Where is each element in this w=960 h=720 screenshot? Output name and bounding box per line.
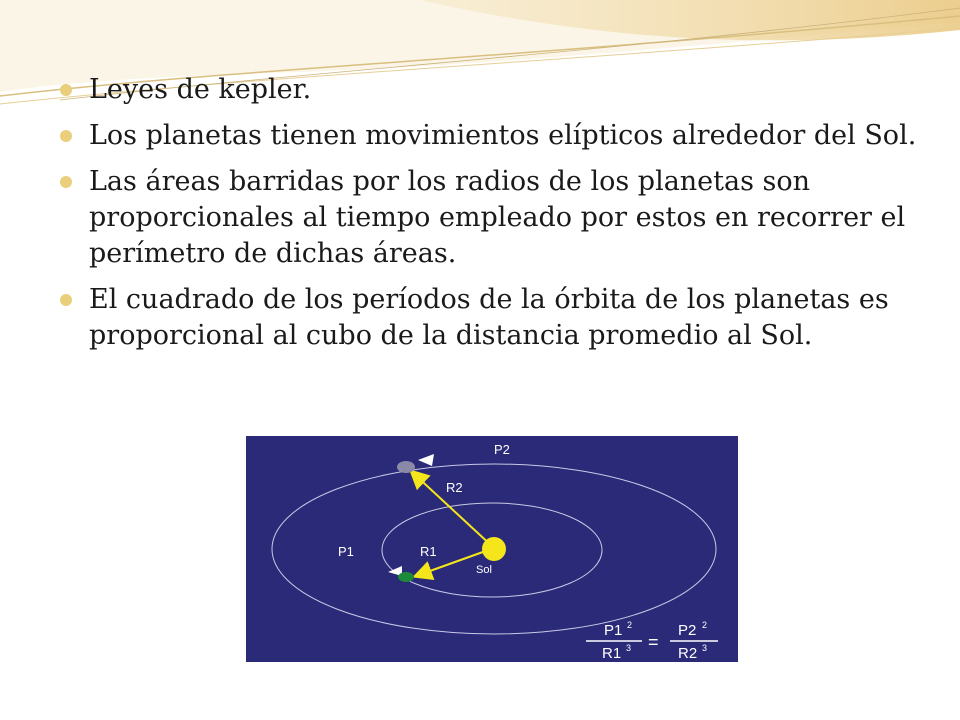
sun [482,537,506,561]
bullet-item [60,164,920,272]
formula-right-numerator-exp: 2 [702,620,708,630]
formula-left-denominator: R1 [602,645,622,662]
bullet-text: El cuadrado de los períodos de la órbita de los planetas es proporcional al cubo de la distancia promedio al Sol. [89,284,889,351]
kepler-third-law-formula [586,620,718,662]
outer-direction-arrow-icon [418,454,434,466]
label-p2: P2 [494,442,510,457]
bullet-dot-icon [60,84,72,96]
label-sun: Sol [476,564,492,576]
formula-left-numerator-exp: 2 [627,620,633,630]
planet-inner [398,572,414,582]
label-p1: P1 [338,544,354,559]
bullet-list [60,72,920,364]
bullet-text: Las áreas barridas por los radios de los planetas son proporcionales al tiempo empleado por estos en recorrer el perímetro de dichas áreas. [89,166,906,269]
label-r1: R1 [420,544,437,559]
planet-outer [397,461,415,473]
bullet-item [60,118,920,154]
formula-equals: = [648,632,659,652]
bullet-dot-icon [60,130,72,142]
bullet-dot-icon [60,294,72,306]
bullet-item [60,72,920,108]
formula-right-numerator: P2 [678,622,697,639]
label-r2: R2 [446,480,463,495]
kepler-orbit-diagram [246,436,738,662]
formula-right-denominator: R2 [678,645,698,662]
bullet-item [60,282,920,354]
bullet-dot-icon [60,176,72,188]
formula-left-denominator-exp: 3 [626,643,632,653]
bullet-text: Leyes de kepler. [89,74,312,105]
bullet-text: Los planetas tienen movimientos elípticos alrededor del Sol. [89,120,917,151]
formula-right-denominator-exp: 3 [702,643,708,653]
formula-left-numerator: P1 [604,622,623,639]
